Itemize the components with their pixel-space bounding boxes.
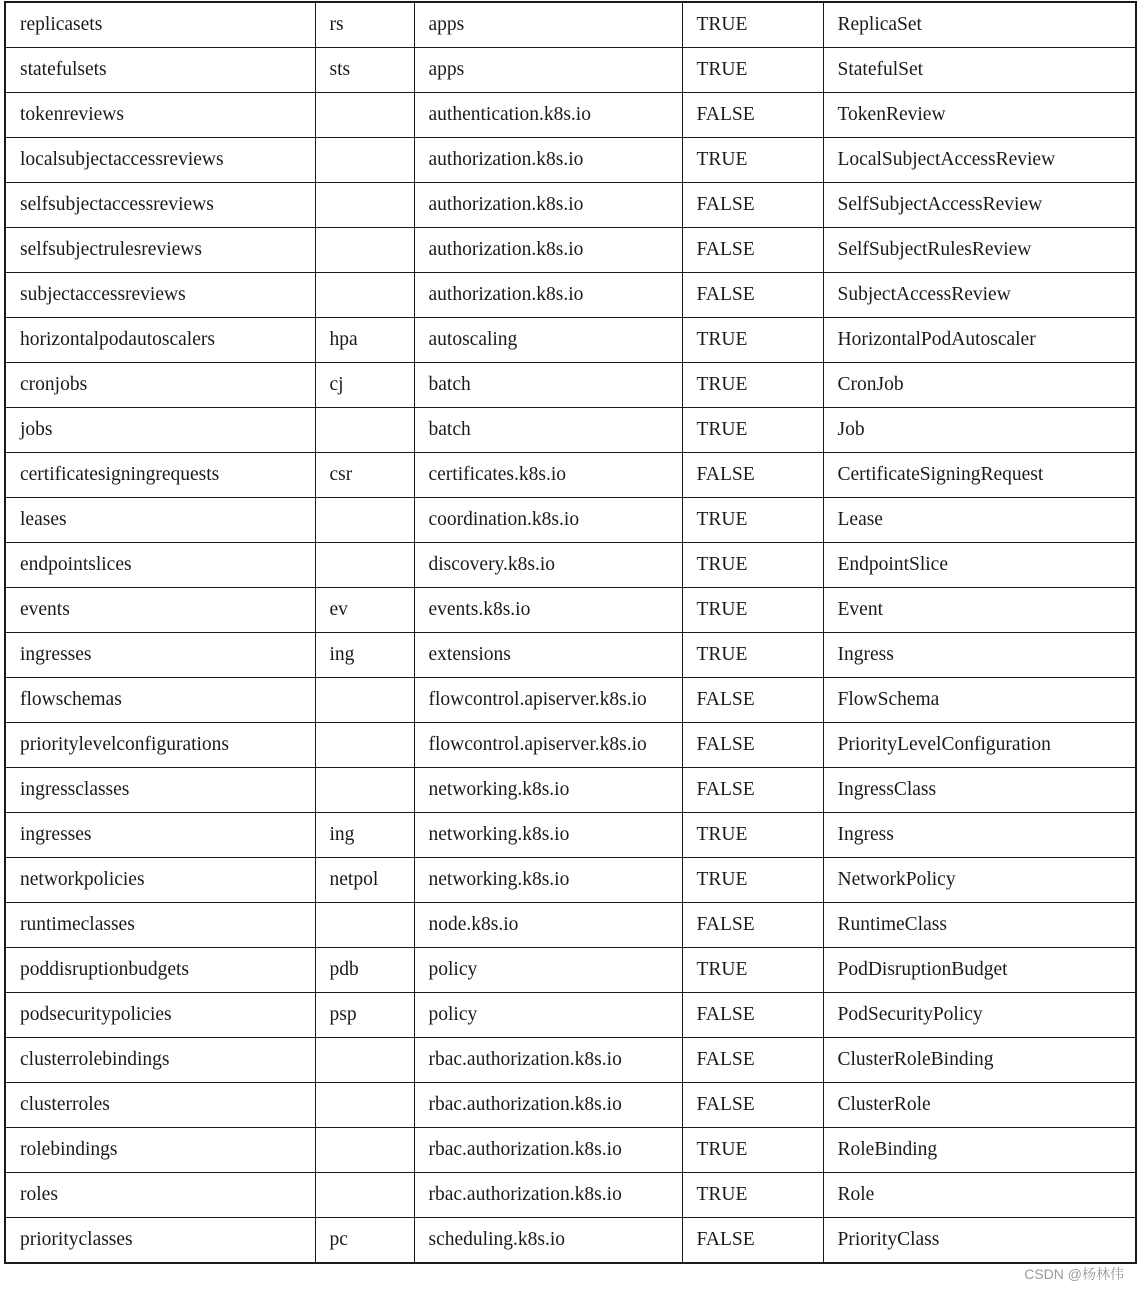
kind-cell: SelfSubjectAccessReview [823,183,1136,228]
resource-name-cell: roles [5,1173,315,1218]
namespaced-cell: FALSE [682,453,823,498]
namespaced-cell: FALSE [682,1038,823,1083]
short-name-cell: pdb [315,948,414,993]
kind-cell: ClusterRole [823,1083,1136,1128]
api-group-cell: coordination.k8s.io [414,498,682,543]
table-row [5,363,1136,408]
kind-cell: CronJob [823,363,1136,408]
kind-cell: RoleBinding [823,1128,1136,1173]
api-group-cell: rbac.authorization.k8s.io [414,1083,682,1128]
kind-cell: StatefulSet [823,48,1136,93]
api-group-cell: apps [414,2,682,48]
resource-name-cell: events [5,588,315,633]
kind-cell: SubjectAccessReview [823,273,1136,318]
resource-name-cell: ingressclasses [5,768,315,813]
resource-name-cell: networkpolicies [5,858,315,903]
short-name-cell [315,678,414,723]
kind-cell: Ingress [823,633,1136,678]
short-name-cell: ev [315,588,414,633]
namespaced-cell: TRUE [682,318,823,363]
table-row [5,408,1136,453]
namespaced-cell: FALSE [682,993,823,1038]
api-group-cell: events.k8s.io [414,588,682,633]
resource-name-cell: replicasets [5,2,315,48]
api-group-cell: authorization.k8s.io [414,138,682,183]
table-row [5,453,1136,498]
short-name-cell [315,138,414,183]
short-name-cell [315,768,414,813]
api-group-cell: certificates.k8s.io [414,453,682,498]
namespaced-cell: FALSE [682,723,823,768]
short-name-cell: ing [315,633,414,678]
kind-cell: ClusterRoleBinding [823,1038,1136,1083]
api-group-cell: authorization.k8s.io [414,228,682,273]
short-name-cell [315,903,414,948]
namespaced-cell: FALSE [682,768,823,813]
api-resources-table [4,1,1137,1264]
table-row [5,633,1136,678]
namespaced-cell: TRUE [682,138,823,183]
kind-cell: NetworkPolicy [823,858,1136,903]
namespaced-cell: FALSE [682,183,823,228]
api-group-cell: networking.k8s.io [414,813,682,858]
namespaced-cell: TRUE [682,588,823,633]
api-group-cell: batch [414,363,682,408]
table-row [5,1173,1136,1218]
table-row [5,903,1136,948]
api-group-cell: policy [414,993,682,1038]
resource-name-cell: horizontalpodautoscalers [5,318,315,363]
table-row [5,318,1136,363]
api-group-cell: authentication.k8s.io [414,93,682,138]
resource-name-cell: runtimeclasses [5,903,315,948]
short-name-cell [315,1083,414,1128]
kind-cell: Role [823,1173,1136,1218]
namespaced-cell: FALSE [682,678,823,723]
kind-cell: EndpointSlice [823,543,1136,588]
table-row [5,948,1136,993]
namespaced-cell: FALSE [682,93,823,138]
resource-name-cell: podsecuritypolicies [5,993,315,1038]
kind-cell: Ingress [823,813,1136,858]
kind-cell: TokenReview [823,93,1136,138]
short-name-cell: pc [315,1218,414,1264]
short-name-cell [315,273,414,318]
namespaced-cell: TRUE [682,1173,823,1218]
table-row [5,813,1136,858]
table-row [5,183,1136,228]
kind-cell: IngressClass [823,768,1136,813]
short-name-cell [315,498,414,543]
short-name-cell [315,543,414,588]
kind-cell: PriorityLevelConfiguration [823,723,1136,768]
resource-name-cell: selfsubjectrulesreviews [5,228,315,273]
table-row [5,858,1136,903]
table-row [5,1038,1136,1083]
api-group-cell: batch [414,408,682,453]
resource-name-cell: prioritylevelconfigurations [5,723,315,768]
table-row [5,498,1136,543]
resource-name-cell: localsubjectaccessreviews [5,138,315,183]
short-name-cell [315,183,414,228]
namespaced-cell: TRUE [682,858,823,903]
table-body [5,2,1136,1263]
resource-name-cell: clusterrolebindings [5,1038,315,1083]
table-row [5,1083,1136,1128]
resource-name-cell: statefulsets [5,48,315,93]
short-name-cell: hpa [315,318,414,363]
namespaced-cell: TRUE [682,48,823,93]
namespaced-cell: TRUE [682,498,823,543]
kind-cell: Job [823,408,1136,453]
kind-cell: ReplicaSet [823,2,1136,48]
api-group-cell: flowcontrol.apiserver.k8s.io [414,678,682,723]
api-group-cell: discovery.k8s.io [414,543,682,588]
api-group-cell: authorization.k8s.io [414,273,682,318]
namespaced-cell: FALSE [682,1218,823,1264]
table-row [5,993,1136,1038]
api-group-cell: networking.k8s.io [414,768,682,813]
namespaced-cell: TRUE [682,1128,823,1173]
short-name-cell [315,93,414,138]
resource-name-cell: subjectaccessreviews [5,273,315,318]
api-group-cell: rbac.authorization.k8s.io [414,1038,682,1083]
kind-cell: CertificateSigningRequest [823,453,1136,498]
kind-cell: PriorityClass [823,1218,1136,1264]
api-group-cell: autoscaling [414,318,682,363]
short-name-cell [315,1128,414,1173]
short-name-cell: csr [315,453,414,498]
api-group-cell: rbac.authorization.k8s.io [414,1173,682,1218]
kind-cell: PodDisruptionBudget [823,948,1136,993]
short-name-cell [315,408,414,453]
resource-name-cell: rolebindings [5,1128,315,1173]
resource-name-cell: clusterroles [5,1083,315,1128]
api-group-cell: apps [414,48,682,93]
namespaced-cell: TRUE [682,948,823,993]
short-name-cell: ing [315,813,414,858]
kind-cell: Event [823,588,1136,633]
kind-cell: LocalSubjectAccessReview [823,138,1136,183]
table-row [5,93,1136,138]
kind-cell: SelfSubjectRulesReview [823,228,1136,273]
table-row [5,588,1136,633]
table-row [5,273,1136,318]
resource-name-cell: selfsubjectaccessreviews [5,183,315,228]
table-row [5,543,1136,588]
table-row [5,2,1136,48]
namespaced-cell: FALSE [682,903,823,948]
resource-name-cell: tokenreviews [5,93,315,138]
api-group-cell: extensions [414,633,682,678]
resource-name-cell: flowschemas [5,678,315,723]
namespaced-cell: FALSE [682,1083,823,1128]
short-name-cell: sts [315,48,414,93]
namespaced-cell: FALSE [682,273,823,318]
namespaced-cell: FALSE [682,228,823,273]
resource-name-cell: poddisruptionbudgets [5,948,315,993]
short-name-cell: netpol [315,858,414,903]
table-row [5,228,1136,273]
api-group-cell: rbac.authorization.k8s.io [414,1128,682,1173]
api-group-cell: policy [414,948,682,993]
api-group-cell: flowcontrol.apiserver.k8s.io [414,723,682,768]
api-group-cell: authorization.k8s.io [414,183,682,228]
short-name-cell [315,228,414,273]
short-name-cell: rs [315,2,414,48]
resource-name-cell: ingresses [5,813,315,858]
resource-name-cell: cronjobs [5,363,315,408]
table-row [5,1128,1136,1173]
namespaced-cell: TRUE [682,633,823,678]
namespaced-cell: TRUE [682,363,823,408]
short-name-cell: psp [315,993,414,1038]
api-group-cell: node.k8s.io [414,903,682,948]
kind-cell: HorizontalPodAutoscaler [823,318,1136,363]
namespaced-cell: TRUE [682,813,823,858]
namespaced-cell: TRUE [682,408,823,453]
resource-name-cell: endpointslices [5,543,315,588]
resource-name-cell: jobs [5,408,315,453]
short-name-cell [315,723,414,768]
table-row [5,138,1136,183]
namespaced-cell: TRUE [682,543,823,588]
table-row [5,1218,1136,1264]
api-group-cell: scheduling.k8s.io [414,1218,682,1264]
api-group-cell: networking.k8s.io [414,858,682,903]
table-row [5,723,1136,768]
short-name-cell [315,1173,414,1218]
table-row [5,48,1136,93]
kind-cell: Lease [823,498,1136,543]
resource-name-cell: leases [5,498,315,543]
resource-name-cell: ingresses [5,633,315,678]
table-row [5,678,1136,723]
resource-name-cell: priorityclasses [5,1218,315,1264]
namespaced-cell: TRUE [682,2,823,48]
kind-cell: RuntimeClass [823,903,1136,948]
watermark: CSDN @杨林伟 [1024,1266,1124,1282]
kind-cell: FlowSchema [823,678,1136,723]
short-name-cell [315,1038,414,1083]
short-name-cell: cj [315,363,414,408]
kind-cell: PodSecurityPolicy [823,993,1136,1038]
table-row [5,768,1136,813]
resource-name-cell: certificatesigningrequests [5,453,315,498]
